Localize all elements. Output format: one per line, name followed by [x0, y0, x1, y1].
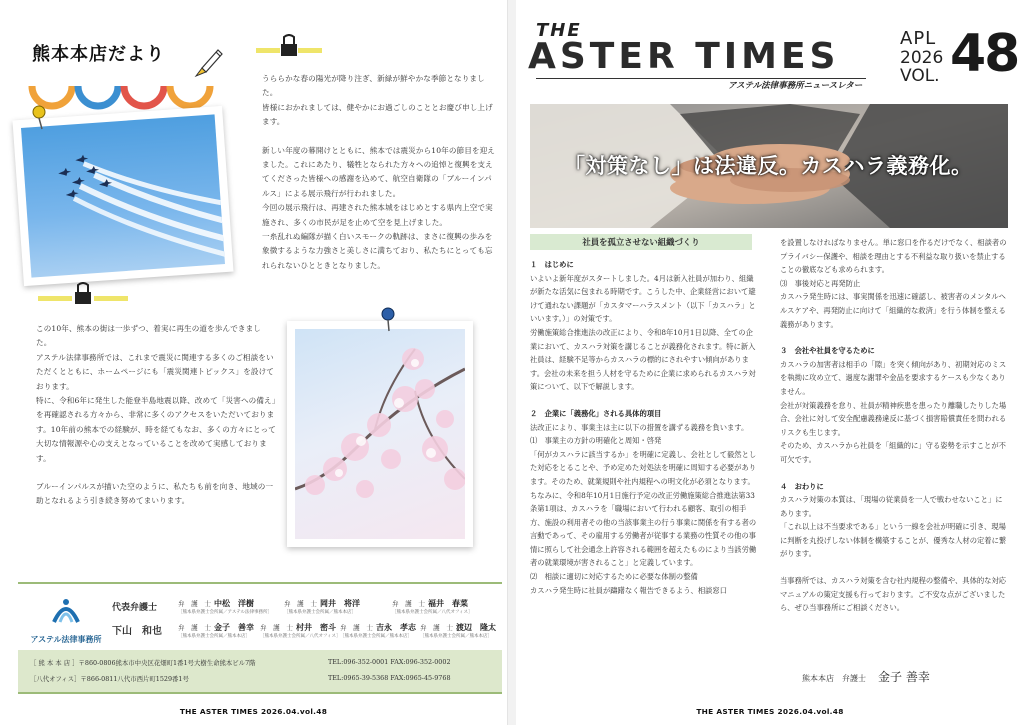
binder-clip-icon — [278, 34, 300, 58]
lawyer-role: 弁 護 士 — [178, 600, 211, 608]
yellow-accent-bar — [256, 48, 280, 53]
lawyer-name: 中松 洋樹 — [213, 598, 254, 608]
lawyer-role: 弁 護 士 — [284, 600, 317, 608]
issue-month: APL — [900, 28, 937, 49]
firm-logo — [26, 594, 106, 645]
article-paragraph: 「何がカスハラに該当するか」を明確に定義し、会社として毅然とした対応をとることや、予め定めた対処法を明確に周知する必要があります。そのため、就業規則や社内規程への明文化が必須となります。 — [530, 449, 757, 486]
hero-image — [530, 104, 1008, 228]
lawyer-name: 岡井 将洋 — [319, 598, 360, 608]
yellow-accent-bar — [298, 48, 322, 53]
article-paragraph: カスハラの加害者は相手の「隙」を突く傾向があり、初期対応のミスを執拗に攻め立て、過度な謝罪や金品を要求するケースも少なくありません。 — [780, 359, 1007, 396]
page-footer: THE ASTER TIMES 2026.04.vol.48 — [696, 707, 844, 716]
article-column-1 — [530, 258, 760, 597]
lawyer-name: 金子 善幸 — [213, 622, 254, 632]
lawyer-entry — [178, 622, 254, 639]
firm-logo-icon — [46, 594, 86, 628]
lawyer-entry — [178, 598, 272, 615]
greeting-paragraph: うららかな春の陽光が降り注ぎ、新緑が鮮やかな季節となりました。 — [262, 74, 485, 98]
lawyer-name: 渡辺 隆太 — [455, 622, 496, 632]
signature-name: 金子 善幸 — [878, 670, 930, 684]
office-phone: TEL:0965-39-5368 FAX:0965-45-9768 — [328, 674, 451, 682]
masthead-subtitle: アステル法律事務所ニュースレター — [728, 81, 863, 91]
article-paragraph: カスハラ対策の本質は、「現場の従業員を一人で戦わせないこと」にあります。 — [780, 495, 1003, 518]
article-heading: ３ 会社や社員を守るために — [780, 346, 875, 356]
lawyer-entry — [392, 598, 473, 615]
decade-paragraph: 特に、令和6年に発生した能登半島地震以降、改めて「災害への備え」を再確認される方々から、非常に多くのアクセスをいただいております。10年前の熊本での経験が、時を経てもなお、多くの方々にとって大切な情報源や心の支えとなっていることを改めて実感しております。 — [36, 396, 276, 463]
yellow-accent-bar — [38, 296, 72, 301]
cherry-blossom-photo — [287, 321, 473, 547]
representative-title: 代表弁護士 — [112, 603, 158, 613]
lawyer-entry — [340, 622, 416, 639]
decade-paragraph: アステル法律事務所では、これまで震災に関連する多くのご相談をいただくとともに、ホームページにも「震災関連トピックス」を設けております。 — [36, 352, 274, 391]
article-paragraph: カスハラ発生時には、事実関係を迅速に確認し、被害者のメンタルヘルスケアや、再発防止に向けて「組織的な救済」を行う体制を整える義務があります。 — [780, 292, 1006, 329]
left-page — [0, 0, 508, 725]
office-address: ［ 熊 本 本 店 ］〒860-0806熊本市中央区花畑町1番1号大樹生命熊本ビル7階 — [30, 659, 256, 667]
firm-logo-name: アステル法律事務所 — [30, 635, 102, 644]
page-gutter — [508, 0, 516, 725]
lawyer-role: 弁 護 士 — [420, 624, 453, 632]
lawyer-affiliation: ［熊本県弁護士会所属／熊本本店］ — [178, 634, 250, 639]
address-band — [18, 650, 502, 692]
lawyer-role: 弁 護 士 — [340, 624, 373, 632]
lawyer-name: 吉永 孝志 — [375, 622, 416, 632]
article-paragraph: ⑴ 事業主の方針の明確化と周知・啓発 — [530, 436, 662, 446]
representative-name: 下山 和也 — [112, 626, 162, 637]
lawyer-entry — [284, 598, 360, 615]
article-paragraph: ⑵ 相談に適切に対応するために必要な体制の整備 — [530, 572, 698, 582]
author-signature — [802, 668, 930, 685]
article-paragraph: ⑶ 事後対応と再発防止 — [780, 278, 861, 288]
lawyer-affiliation: ［熊本県弁護士会所属／熊本本店］ — [340, 634, 412, 639]
lawyer-role: 弁 護 士 — [392, 600, 425, 608]
article-paragraph: そのため、カスハラから社員を「組織的に」守る姿勢を示すことが不可欠です。 — [780, 441, 1006, 464]
office-phone: TEL:096-352-0001 FAX:096-352-0002 — [328, 658, 451, 666]
article-paragraph: 会社が対策義務を怠り、社員が精神疾患を患ったり離職したりした場合、会社に対して安全配慮義務違反に基づく損害賠償責任を問われるリスクも生じます。 — [780, 400, 1007, 437]
greeting-paragraph: 皆様におかれましては、健やかにお過ごしのこととお慶び申し上げます。 — [262, 102, 493, 127]
masthead-the: THE — [536, 20, 582, 41]
article-paragraph: ちなみに、令和8年10月1日施行予定の改正労働施策総合推進法第33条第1項は、カスハラを「職場において行われる顧客、取引の相手方、施設の利用者その他の当該事業主の行う事業に関係を有する者の言動であって、その雇用する労働者が従事する業務の性質その他の事情に照らして社会通念上許容される範囲を超えたものにより当該労働者の就業環境が害されること」と定義しています。 — [530, 490, 757, 568]
right-page — [516, 0, 1024, 725]
lawyer-affiliation: ［熊本県弁護士会所属／熊本本店］ — [284, 610, 356, 615]
article-paragraph: 当事務所では、カスハラ対策を含む社内規程の整備や、具体的な対応マニュアルの策定支援も行っております。ご不安な点がございましたら、ぜひ当事務所にご相談ください。 — [780, 576, 1007, 613]
headline: 「対策なし」は法違反。カスハラ義務化。 — [564, 154, 973, 178]
cherry-blossom-image — [295, 329, 465, 539]
section-heading: 社員を孤立させない組織づくり — [530, 234, 752, 250]
article-heading: ２ 企業に「義務化」される具体的項目 — [530, 408, 662, 418]
lawyer-affiliation: ［熊本県弁護士会所属／アステル法律事務所］ — [178, 610, 273, 615]
branch-title: 熊本本店だより — [32, 44, 165, 65]
greeting-text — [262, 72, 498, 273]
lawyer-role: 弁 護 士 — [178, 624, 211, 632]
lawyer-affiliation: ［熊本県弁護士会所属／八代オフィス］ — [392, 610, 473, 615]
binder-clip-icon — [72, 282, 94, 306]
lawyer-role: 弁 護 士 — [260, 624, 293, 632]
greeting-paragraph: 一糸乱れぬ編隊が描く白いスモークの軌跡は、まさに復興の歩みを象徴するような力強さと美しさに満ちており、私たちにとっても忘れられないひとときとなりました。 — [262, 232, 493, 270]
article-paragraph: 法改正により、事業主は主に以下の措置を講ずる義務を負います。 — [530, 422, 749, 432]
decade-paragraph: この10年、熊本の街は一歩ずつ、着実に再生の道を歩んできました。 — [36, 324, 261, 348]
decade-paragraph: ブルーインパルスが描いた空のように、私たちも前を向き、地域の一助となれるよう引き続き努めてまいります。 — [36, 482, 274, 506]
lawyer-affiliation: ［熊本県弁護士会所属／八代オフィス］ — [260, 634, 341, 639]
article-heading: ４ おわりに — [780, 481, 824, 491]
greeting-paragraph: 新しい年度の幕開けとともに、熊本では震災から10年の節目を迎えました。これにあたり、犠牲となられた方々への追悼と復興を支えてくださった皆様への感謝を込めて、航空自衛隊の「ブルーインパルス」による展示飛行が行われました。 — [262, 145, 495, 198]
issue-number: 48 — [950, 24, 1019, 84]
lawyer-entry — [420, 622, 496, 639]
firm-footer — [18, 582, 502, 694]
blue-impulse-photo — [12, 106, 233, 286]
office-address: ［八代オフィス］〒866-0811八代市西片町1529番1号 — [30, 675, 189, 683]
pushpin-icon — [377, 306, 399, 332]
lawyer-name: 村井 密斗 — [295, 622, 336, 632]
lawyer-entry — [260, 622, 341, 639]
pushpin-icon — [28, 104, 50, 130]
issue-vol-label: VOL. — [900, 66, 940, 86]
signature-office: 熊本本店 弁護士 — [802, 674, 866, 683]
lawyer-affiliation: ［熊本県弁護士会所属／熊本本店］ — [420, 634, 492, 639]
greeting-paragraph: 今回の展示飛行は、再建された熊本城をはじめとする県内上空で実施され、多くの市民が足を止めて空を見上げました。 — [262, 203, 493, 227]
article-heading: １ はじめに — [530, 260, 574, 269]
lawyer-name: 福井 春菜 — [427, 598, 468, 608]
article-paragraph: 労働施策総合推進法の改正により、令和8年10月1日以降、全ての企業において、カスハラ対策を講じることが義務化されます。特に新入社員は、経験不足等からカスハラの標的にされやすい傾向があります。会社の未来を担う人材を守るために企業に求められるカスハラ対策について、以下で解説します。 — [530, 327, 756, 392]
yellow-accent-bar — [94, 296, 128, 301]
article-paragraph: いよいよ新年度がスタートしました。4月は新入社員が加わり、組織が新たな活気に包まれる時期です。こうした中、企業経営において避けて通れない課題が「カスタマーハラスメント（以下「カスハラ」といいます。）」の対策です。 — [530, 273, 756, 324]
article-paragraph: を設置しなければなりません。単に窓口を作るだけでなく、相談者のプライバシー保護や、相談を理由とする不利益な取り扱いを禁止することの徹底なども求められます。 — [780, 238, 1007, 275]
page-footer: THE ASTER TIMES 2026.04.vol.48 — [179, 707, 328, 716]
brush-pen-icon — [190, 44, 226, 80]
masthead-title: ASTER TIMES — [528, 36, 840, 77]
article-paragraph: 「これ以上は不当要求である」という一線を会社が明確に引き、現場に判断を丸投げしない体制を構築することが、優秀な人材の定着に繋がります。 — [780, 522, 1007, 559]
jets-formation-image — [21, 114, 225, 277]
decade-text — [36, 322, 276, 509]
issue-year: 2026 — [900, 48, 944, 68]
article-paragraph: カスハラ発生時に社員が躊躇なく報告できるよう、相談窓口 — [530, 585, 728, 595]
article-column-2 — [780, 236, 1008, 615]
